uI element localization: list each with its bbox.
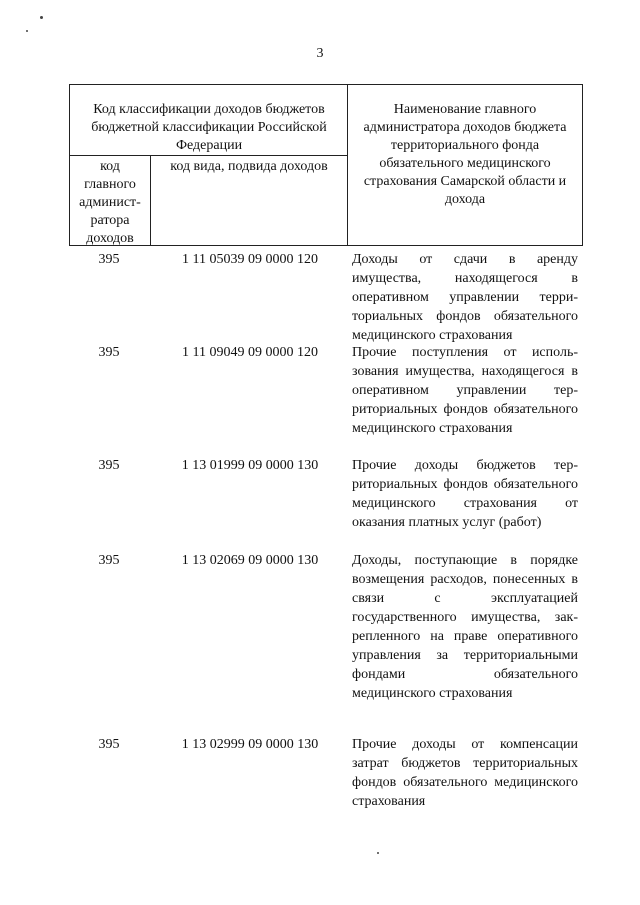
income-name: Доходы, поступающие в порядке возмещения расходов, понесенных в связи с эксплуатацией государственного имущества, закрепленного на праве оперативного управления за территориальными фондами обязательного медицинского страхования [352,553,578,701]
income-code: 1 13 01999 09 0000 130 [181,458,319,473]
admin-code: 395 [98,553,120,568]
admin-code: 395 [98,345,120,360]
header-name: Наименование главного администратора доходов бюджета территориального фонда обязательного медицинского страхования Самарской области и дохода [363,102,567,207]
page-number: 3 [316,46,324,61]
income-code: 1 11 09049 09 0000 120 [182,345,318,360]
income-code: 1 11 05039 09 0000 120 [182,252,318,267]
admin-code: 395 [98,458,120,473]
header-group-title: Код классификации доходов бюджетов бюджетной классификации Российской Федерации [91,102,327,153]
header-divider-main [347,85,348,245]
scan-speck [26,30,28,32]
header-divider-group [70,155,347,156]
income-name: Прочие доходы от компенсации затрат бюджетов территориальных фондов обязательного медицинского страхования [352,737,578,809]
header-admin-code: код главного админист-ратора доходов [79,159,141,246]
admin-code: 395 [98,252,120,267]
header-divider-sub [150,155,151,245]
income-name: Доходы от сдачи в аренду имущества, находящегося в оперативном управлении территориальных фондов обязательного медицинского страхования [352,252,578,343]
income-name: Прочие доходы бюджетов территориальных фондов обязательного медицинского страхования от оказания платных услуг (работ) [352,458,578,530]
scan-speck [40,16,43,19]
admin-code: 395 [98,737,120,752]
income-code: 1 13 02069 09 0000 130 [181,553,319,568]
income-code: 1 13 02999 09 0000 130 [181,737,319,752]
table-header [69,84,583,246]
header-income-code: код вида, подвида доходов [170,159,328,174]
scan-speck [377,852,379,854]
income-name: Прочие поступления от использования имущества, находящегося в оперативном управлении территориальных фондов обязательного медицинского страхования [352,345,578,436]
